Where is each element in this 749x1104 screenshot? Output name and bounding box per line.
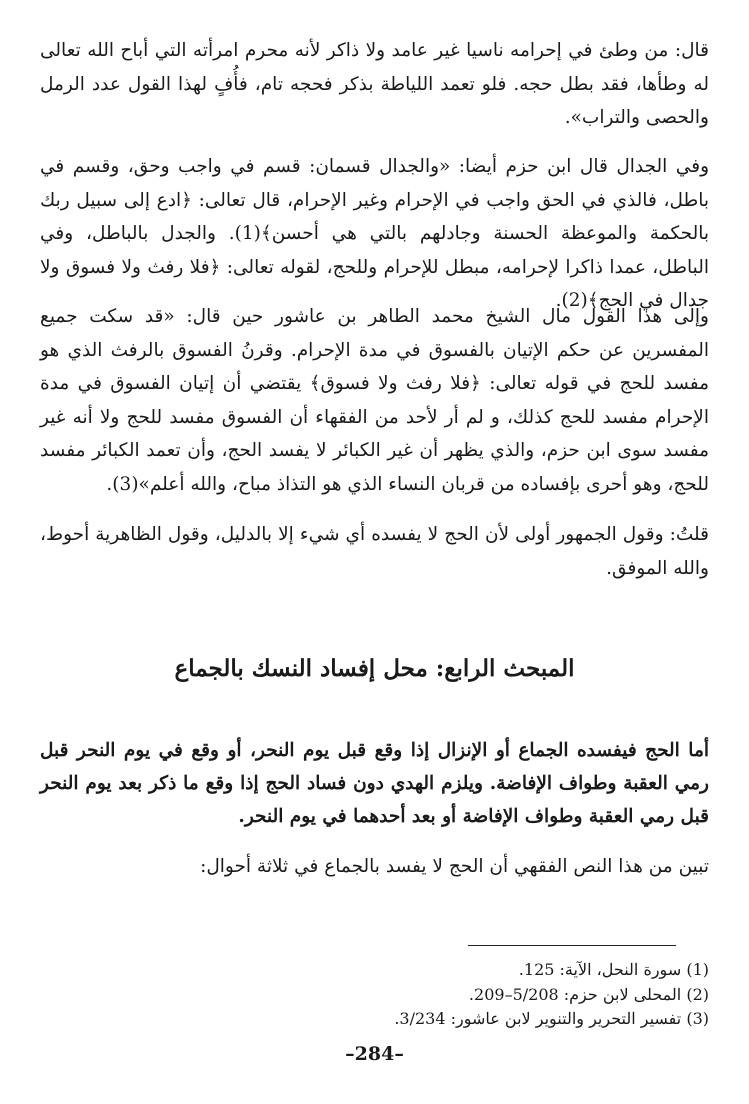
paragraph-1: قال: من وطئ في إحرامه ناسيا غير عامد ولا ذاكر لأنه محرم امرأته التي أباح الله تعالى له وطأها، فقد بطل حجه. فلو تعمد اللياطة بذكر فحجه تام، فأُفٍ لهذا القول عدد الرمل والحصى والتراب».: [40, 40, 709, 128]
paragraph-2: وفي الجدال قال ابن حزم أيضا: «والجدال قسمان: قسم في واجب وحق، وقسم في باطل، فالذي في الحق واجب في الإحرام وغير الإحرام، قال تعالى: ﴿ادع إلى سبيل ربك بالحكمة والموعظة الحسنة وجادلهم بالتي هي أحسن﴾(1). والجدل بالباطل، وفي الباطل، عمدا ذاكرا لإحرامه، مبطل للإحرام وللحج، لقوله تعالى: ﴿فلا رفث ولا فسوق ولا جدال في الحج﴾(2).: [40, 156, 709, 311]
paragraph-4: قلتُ: وقول الجمهور أولى لأن الحج لا يفسده أي شيء إلا بالدليل، وقول الظاهرية أحوط، والله الموفق.: [40, 524, 709, 579]
closing-paragraph: تبين من هذا النص الفقهي أن الحج لا يفسد بالجماع في ثلاثة أحوال:: [200, 856, 709, 877]
footnote-1: (1) سورة النحل، الآية: 125.: [518, 960, 709, 979]
page-number: –284–: [345, 1043, 404, 1065]
bold-fiqh-text: أما الحج فيفسده الجماع أو الإنزال إذا وقع قبل يوم النحر، أو وقع في يوم النحر قبل رمي العقبة وطواف الإفاضة. ويلزم الهدي دون فساد الحج إذا وقع ما ذكر بعد يوم النحر قبل رمي العقبة وطواف الإفاضة أو بعد أحدهما في يوم النحر.: [40, 740, 709, 827]
footnote-3: (3) تفسير التحرير والتنوير لابن عاشور: 3/234.: [394, 1009, 709, 1028]
footnote-divider: [468, 945, 676, 946]
footnotes-list: [300, 958, 709, 1032]
footnote-2: (2) المحلى لابن حزم: 5/208–209.: [468, 984, 709, 1004]
section-heading: المبحث الرابع: محل إفساد النسك بالجماع: [174, 655, 575, 682]
paragraph-3: وإلى هذا القول مال الشيخ محمد الطاهر بن عاشور حين قال: «قد سكت جميع المفسرين عن حكم الإتيان بالفسوق في مدة الإحرام. وقرنُ الفسوق بالرفث الذي هو مفسد للحج في قوله تعالى: ﴿فلا رفث ولا فسوق﴾ يقتضي أن إتيان الفسوق في مدة الإحرام مفسد للحج كذلك، و لم أر لأحد من الفقهاء أن الفسوق مفسد للحج ولا أنه غير مفسد سوى ابن حزم، والذي يظهر أن غير الكبائر لا يفسد الحج، وأن تعمد الكبائر مفسد للحج، وهو أحرى بإفساده من قربان النساء الذي هو التذاذ مباح، والله أعلم»(3).: [40, 306, 710, 495]
